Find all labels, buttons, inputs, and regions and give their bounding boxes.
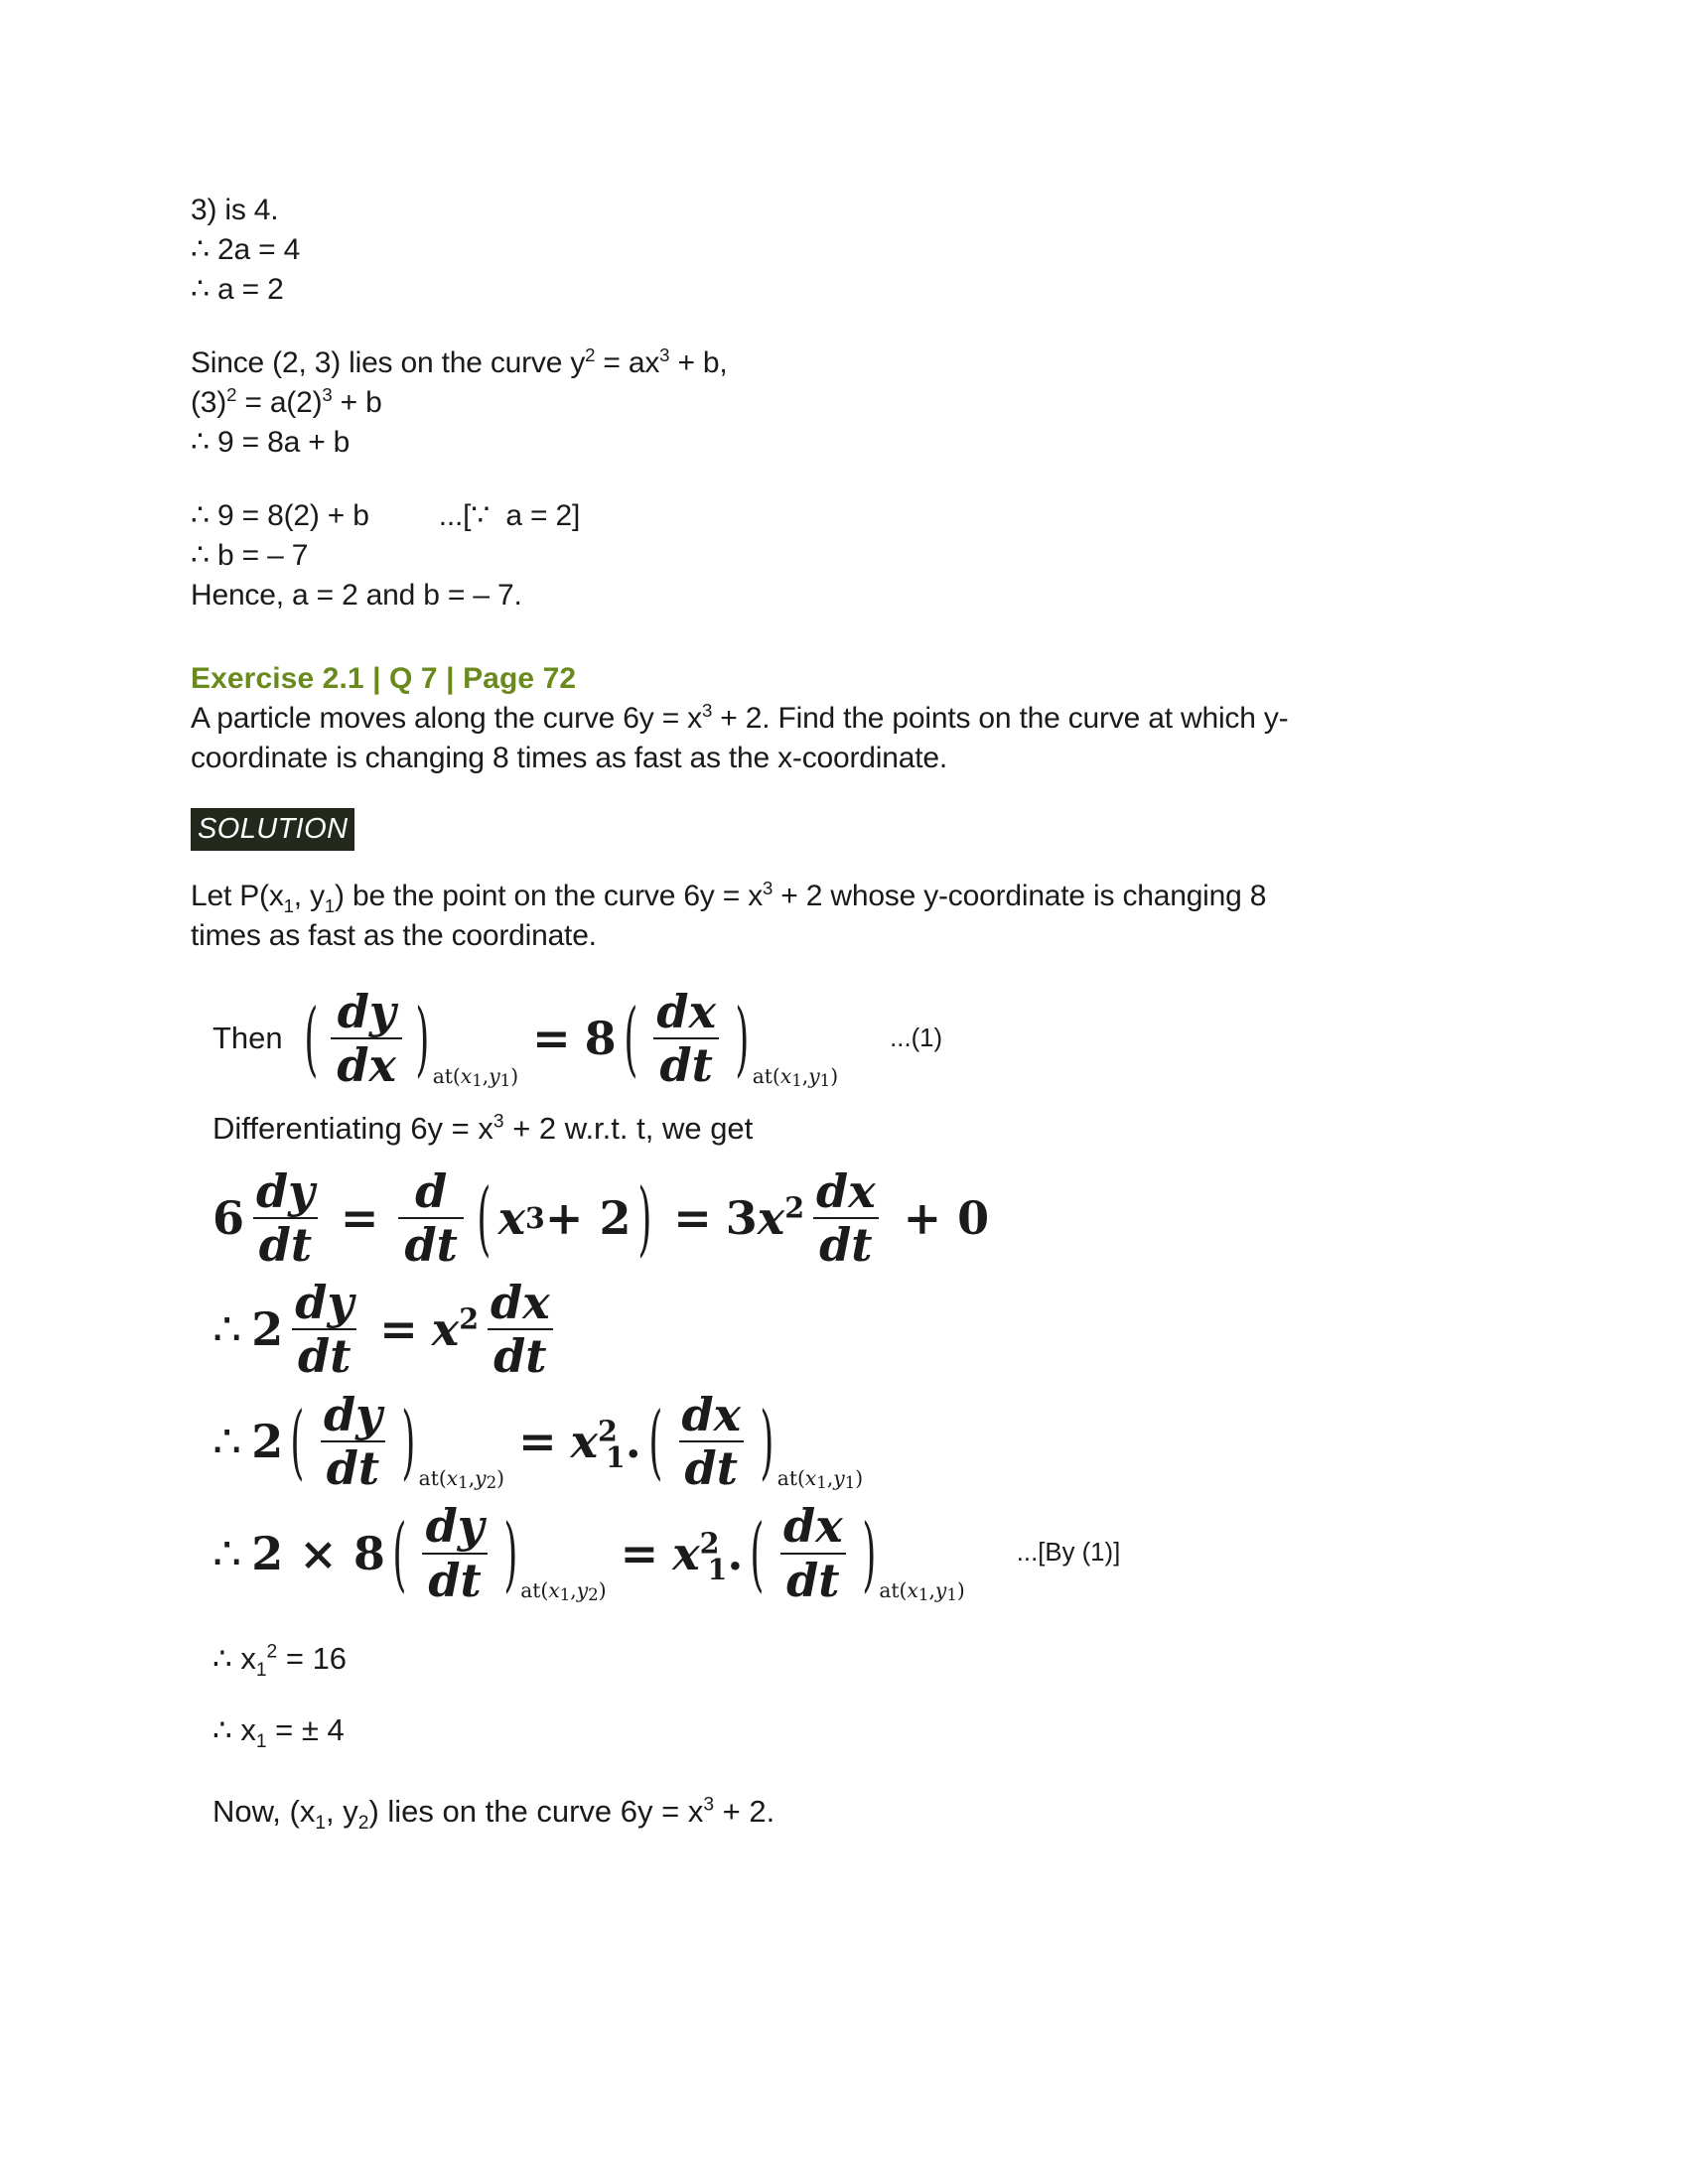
equation-7-variable: x: [240, 1711, 256, 1747]
equation-5-rhs-variable: $x^2_1$.: [672, 1526, 744, 1586]
fraction-numerator: dx: [491, 1276, 550, 1330]
exponent: 2: [459, 1302, 480, 1337]
curve-block: [191, 343, 1511, 463]
fraction-numerator: dx: [783, 1499, 843, 1554]
right-paren: ): [862, 1506, 876, 1600]
curve-line-1-mid: = ax: [595, 346, 660, 379]
fraction-numerator: dx: [816, 1163, 876, 1218]
fraction-numerator: dy: [295, 1276, 354, 1330]
fraction-numerator: dy: [337, 985, 396, 1038]
equation-3-rhs-variable: $x^2$: [431, 1302, 480, 1357]
subscript: 1: [255, 1660, 267, 1682]
closing-pre: Now, (x: [212, 1793, 316, 1829]
therefore-symbol: ∴: [191, 273, 210, 306]
equals-operator: =: [620, 1526, 659, 1580]
therefore-symbol: ∴: [212, 1526, 242, 1580]
equation-6-variable: x: [240, 1640, 256, 1676]
left-paren: (: [304, 991, 319, 1086]
fraction-dy-dx: [331, 985, 402, 1093]
exponent: 3: [492, 1111, 504, 1133]
fraction-denominator: dx: [331, 1037, 402, 1089]
curve-line-3-text: 9 = 8a + b: [217, 426, 351, 459]
equation-4: [212, 1387, 1511, 1496]
fraction-denominator: dt: [292, 1328, 356, 1380]
equation-6: [212, 1638, 1511, 1680]
exponent: 3: [701, 700, 713, 721]
fraction-numerator: dx: [656, 985, 716, 1038]
paren-group: [385, 1499, 524, 1607]
fraction-dy-dt: [289, 1276, 359, 1384]
fraction-numerator: dy: [324, 1387, 382, 1441]
spacer: [191, 310, 1511, 343]
fraction-denominator: dt: [488, 1328, 552, 1380]
fraction-d-dt: [398, 1163, 463, 1272]
equation-2-coefficient: 6: [212, 1190, 245, 1245]
curve-line-2-mid: = a(2): [236, 386, 323, 419]
equation-8: [212, 1791, 1511, 1833]
subscript: 1: [605, 1440, 626, 1475]
equation-6-result: = 16: [277, 1640, 348, 1676]
closing-post: ) lies on the curve 6y = x: [368, 1793, 704, 1829]
exponent: 2: [585, 344, 596, 365]
equals-operator: =: [379, 1302, 418, 1357]
equals-operator: =: [673, 1190, 712, 1245]
fraction-denominator: dt: [422, 1553, 487, 1604]
right-paren: ): [415, 991, 430, 1086]
spacer: [191, 463, 1511, 496]
subscript: 1: [707, 1552, 728, 1586]
exponent: 2: [266, 1641, 278, 1663]
question-text: [191, 699, 1511, 778]
solution-tag-wrap: [191, 808, 1511, 851]
equation-5-coefficient: 2 × 8: [251, 1526, 385, 1580]
spacer: [191, 956, 1511, 978]
equation-4-left-subscript: at(x1,y2): [418, 1466, 505, 1493]
right-paren: ): [735, 991, 750, 1086]
fraction-numerator: dx: [681, 1387, 742, 1441]
solution-intro: [191, 877, 1511, 956]
fraction-denominator: dt: [780, 1553, 845, 1604]
subscript: 2: [357, 1813, 369, 1835]
question-line-1-pre: A particle moves along the curve 6y = x: [191, 702, 702, 735]
equation-5-tag: ...[By (1)]: [1016, 1539, 1121, 1568]
group-variable: x: [497, 1190, 526, 1245]
fraction-numerator: d: [415, 1163, 448, 1218]
solution-badge: SOLUTION: [191, 808, 354, 851]
fraction-dx-dt: [650, 985, 722, 1093]
equation-5-right-subscript: at(x1,y1): [879, 1577, 965, 1604]
paren-group: ( x 3 + 2 ): [477, 1170, 652, 1266]
exponent: 2: [784, 1190, 805, 1225]
fraction-dx-dt: [485, 1276, 556, 1384]
equation-1-tag: ...(1): [890, 1024, 943, 1052]
subscript: 1: [283, 895, 294, 916]
left-paren: (: [624, 991, 638, 1086]
right-paren: ): [401, 1394, 416, 1489]
therefore-symbol: ∴: [212, 1415, 242, 1469]
intro-mid: , y: [293, 880, 325, 912]
solve-line-2: [191, 536, 1511, 576]
question-line-1-post: + 2. Find the points on the curve at which y-: [712, 702, 1289, 735]
intro-pre: Let P(x: [191, 880, 284, 912]
top-block: [191, 191, 1511, 310]
therefore-symbol: ∴: [212, 1711, 232, 1747]
multiplication-dot: .: [625, 1415, 641, 1469]
exponent: 3: [659, 344, 670, 365]
paren-group: [641, 1387, 781, 1496]
equals-operator: =: [340, 1190, 379, 1245]
therefore-symbol: ∴: [191, 426, 210, 459]
therefore-symbol: ∴: [191, 233, 210, 266]
fraction-denominator: dt: [653, 1037, 718, 1089]
closing-mid: , y: [326, 1793, 358, 1829]
therefore-symbol: ∴: [212, 1640, 232, 1676]
curve-line-1: [191, 343, 1511, 383]
left-paren: (: [392, 1506, 407, 1600]
fraction-numerator: dy: [256, 1163, 315, 1218]
equation-4-right-subscript: at(x1,y1): [776, 1466, 864, 1493]
exponent: 2: [598, 1414, 618, 1448]
paren-group: [743, 1499, 883, 1607]
solve-line-1-text: 9 = 8(2) + b: [217, 499, 369, 532]
exponent: 3: [322, 384, 333, 405]
top-line-1: 3) is 4.: [191, 194, 279, 226]
subscript: 1: [255, 1731, 267, 1753]
curve-line-2: [191, 383, 1511, 423]
solve-line-1: [191, 496, 1511, 536]
equation-2-rhs-coefficient: $3x^2$: [725, 1190, 805, 1245]
right-paren: ): [502, 1506, 517, 1600]
fraction-denominator: dt: [813, 1217, 878, 1269]
top-line-3-text: a = 2: [217, 273, 284, 306]
fraction-numerator: dy: [425, 1499, 485, 1554]
fraction-denominator: dt: [321, 1440, 385, 1492]
equation-1-coefficient: 8: [584, 1012, 617, 1066]
equals-operator: =: [532, 1012, 571, 1066]
therefore-symbol: ∴: [191, 539, 210, 572]
question-line-2: coordinate is changing 8 times as fast as the x-coordinate.: [191, 742, 947, 774]
left-paren: (: [477, 1170, 492, 1266]
paren-group: [617, 985, 757, 1093]
page-content: [191, 191, 1511, 1850]
equation-4-rhs-variable: $x^2_1$.: [570, 1414, 641, 1475]
left-paren: (: [750, 1506, 765, 1600]
diff-post: + 2 w.r.t. t, we get: [503, 1110, 754, 1146]
equation-1-left-subscript: at(x1,y1): [432, 1063, 519, 1090]
intro-post: ) be the point on the curve 6y = x: [335, 880, 763, 912]
fraction-denominator: dt: [679, 1440, 744, 1492]
equation-7: [212, 1709, 1511, 1751]
equation-5-left-subscript: at(x1,y2): [520, 1577, 607, 1604]
solve-line-2-text: b = – 7: [217, 539, 309, 572]
solution-intro-line-1: [191, 877, 1511, 916]
subscript: 1: [324, 895, 336, 916]
left-paren: (: [648, 1394, 663, 1489]
right-paren: ): [637, 1170, 652, 1266]
equation-2-tail: + 0: [903, 1190, 990, 1245]
solve-line-3: Hence, a = 2 and b = – 7.: [191, 579, 522, 612]
equation-4-coefficient: 2: [251, 1415, 284, 1469]
fraction-dx-dt: [777, 1499, 849, 1607]
equation-1: [212, 985, 1511, 1093]
spacer: [191, 615, 1511, 659]
equation-5: [212, 1499, 1511, 1607]
top-line-3: [191, 270, 1511, 310]
top-line-2: [191, 230, 1511, 270]
exponent: 3: [703, 1794, 715, 1816]
therefore-symbol: ∴: [191, 499, 210, 532]
exercise-heading: Exercise 2.1 | Q 7 | Page 72: [191, 662, 577, 695]
curve-line-1-end: + b,: [669, 346, 728, 379]
equation-3-coefficient: 2: [251, 1302, 284, 1357]
fraction-denominator: dt: [253, 1217, 318, 1269]
equation-1-lead: Then: [212, 1021, 283, 1056]
diff-pre: Differentiating 6y = x: [212, 1110, 493, 1146]
exponent: 2: [699, 1526, 720, 1561]
curve-line-2-pre: (3): [191, 386, 227, 419]
solve-block: [191, 496, 1511, 615]
right-paren: ): [760, 1394, 774, 1489]
solve-line-1-note: ...[∵ a = 2]: [438, 499, 581, 532]
intro-end: + 2 whose y-coordinate is changing 8: [773, 880, 1267, 912]
closing-end: + 2.: [714, 1793, 775, 1829]
group-tail: + 2: [544, 1190, 632, 1245]
paren-group: [283, 1387, 422, 1496]
exponent: 3: [763, 878, 774, 898]
equation-7-result: = ± 4: [266, 1711, 345, 1747]
therefore-symbol: ∴: [212, 1302, 242, 1357]
left-paren: (: [290, 1394, 305, 1489]
fraction-denominator: dt: [398, 1217, 463, 1269]
equation-3: [212, 1276, 1511, 1384]
question-line-1: [191, 699, 1511, 739]
fraction-dx-dt: [675, 1387, 747, 1496]
fraction-dy-dt: [318, 1387, 388, 1496]
fraction-dy-dt: [420, 1499, 491, 1607]
curve-line-2-end: + b: [332, 386, 382, 419]
curve-line-3: [191, 423, 1511, 463]
exponent: 2: [226, 384, 237, 405]
paren-group: [297, 985, 437, 1093]
curve-line-1-pre: Since (2, 3) lies on the curve y: [191, 346, 586, 379]
equals-operator: =: [518, 1415, 557, 1469]
fraction-dx-dt: [810, 1163, 882, 1272]
equation-1-right-subscript: at(x1,y1): [752, 1063, 839, 1090]
multiplication-dot: .: [727, 1526, 744, 1580]
solution-intro-line-2: times as fast as the coordinate.: [191, 919, 597, 952]
differentiating-line: [212, 1108, 1511, 1150]
equation-2: [212, 1163, 1511, 1272]
top-line-2-text: 2a = 4: [217, 233, 301, 266]
subscript: 1: [315, 1813, 327, 1835]
fraction-dy-dt: [250, 1163, 321, 1272]
